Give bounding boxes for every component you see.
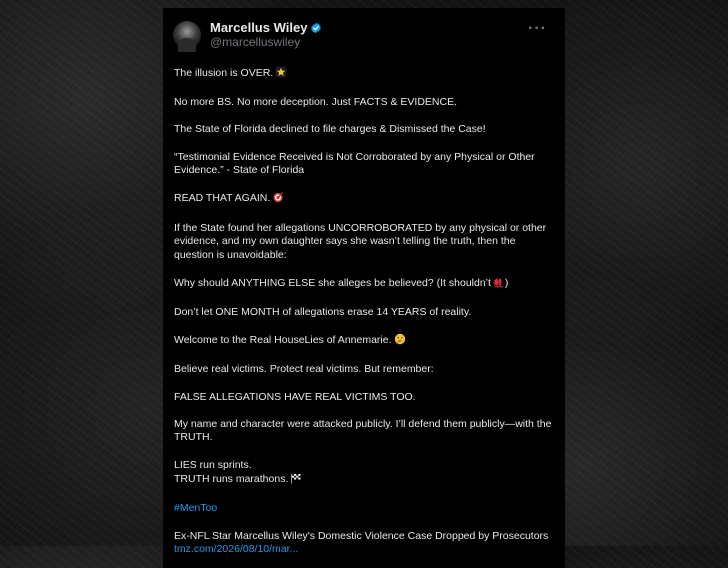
thinking-face-emoji (394, 333, 406, 350)
tweet-paragraph (174, 276, 555, 293)
tweet-paragraph (174, 502, 555, 516)
tweet-paragraph (174, 333, 555, 350)
hundred-points-emoji (493, 276, 505, 293)
checkered-flag-emoji (290, 472, 302, 489)
display-name[interactable]: Marcellus Wiley (210, 20, 308, 35)
link-card-url[interactable]: tmz.com/2026/08/10/mar... (174, 543, 299, 556)
paragraph-text: Welcome to the Real HouseLies of Annemarie. (174, 334, 392, 347)
paragraph-text: Why should ANYTHING ELSE she alleges be believed? (It shouldn’t (174, 276, 491, 289)
tweet-paragraph: FALSE ALLEGATIONS HAVE REAL VICTIMS TOO. (174, 390, 416, 403)
more-horizontal-icon[interactable]: ··· (528, 20, 547, 37)
tweet-body (173, 66, 555, 557)
tweet-card (163, 8, 565, 568)
display-name-row (210, 20, 322, 35)
tweet-header (173, 20, 555, 50)
tweet-paragraph: No more BS. No more deception. Just FACTS & EVIDENCE. (174, 96, 458, 109)
author-handle[interactable]: @marcelluswiley (210, 35, 301, 49)
tweet-paragraph: Believe real victims. Protect real victims. But remember: (174, 363, 434, 376)
tweet-paragraph: The State of Florida declined to file charges & Dismissed the Case! (174, 123, 486, 136)
link-card[interactable] (174, 530, 555, 557)
paragraph-text: LIES run sprints. TRUTH runs marathons. (174, 458, 289, 486)
direct-hit-emoji (272, 191, 284, 208)
tweet-paragraph: If the State found her allegations UNCORROBORATED by any physical or other evidence, and my own daughter says she wasn’t telling the truth, then the question is unavoidable: (174, 221, 547, 261)
tweet-paragraph (174, 191, 555, 208)
avatar[interactable] (173, 21, 201, 49)
paragraph-text: The illusion is OVER. (174, 67, 274, 79)
tweet-paragraph: “Testimonial Evidence Received is Not Corroborated by any Physical or Other Evidence.” - State of Florida (174, 150, 535, 177)
author-info (210, 20, 322, 50)
hashtag-link[interactable]: #MenToo (174, 502, 218, 515)
paragraph-suffix: ) (504, 276, 509, 289)
tweet-paragraph: My name and character were attacked publicly. I’ll defend them publicly—with the TRUTH. (174, 417, 552, 444)
verified-badge-icon (310, 22, 322, 34)
link-card-title: Ex-NFL Star Marcellus Wiley's Domestic Violence Case Dropped by Prosecutors (174, 529, 549, 542)
glowing-star-emoji (275, 66, 287, 83)
tweet-paragraph (174, 459, 555, 489)
tweet-paragraph: Don’t let ONE MONTH of allegations erase 14 YEARS of reality. (174, 306, 472, 319)
paragraph-text: READ THAT AGAIN. (174, 192, 271, 205)
tweet-paragraph (174, 66, 555, 83)
